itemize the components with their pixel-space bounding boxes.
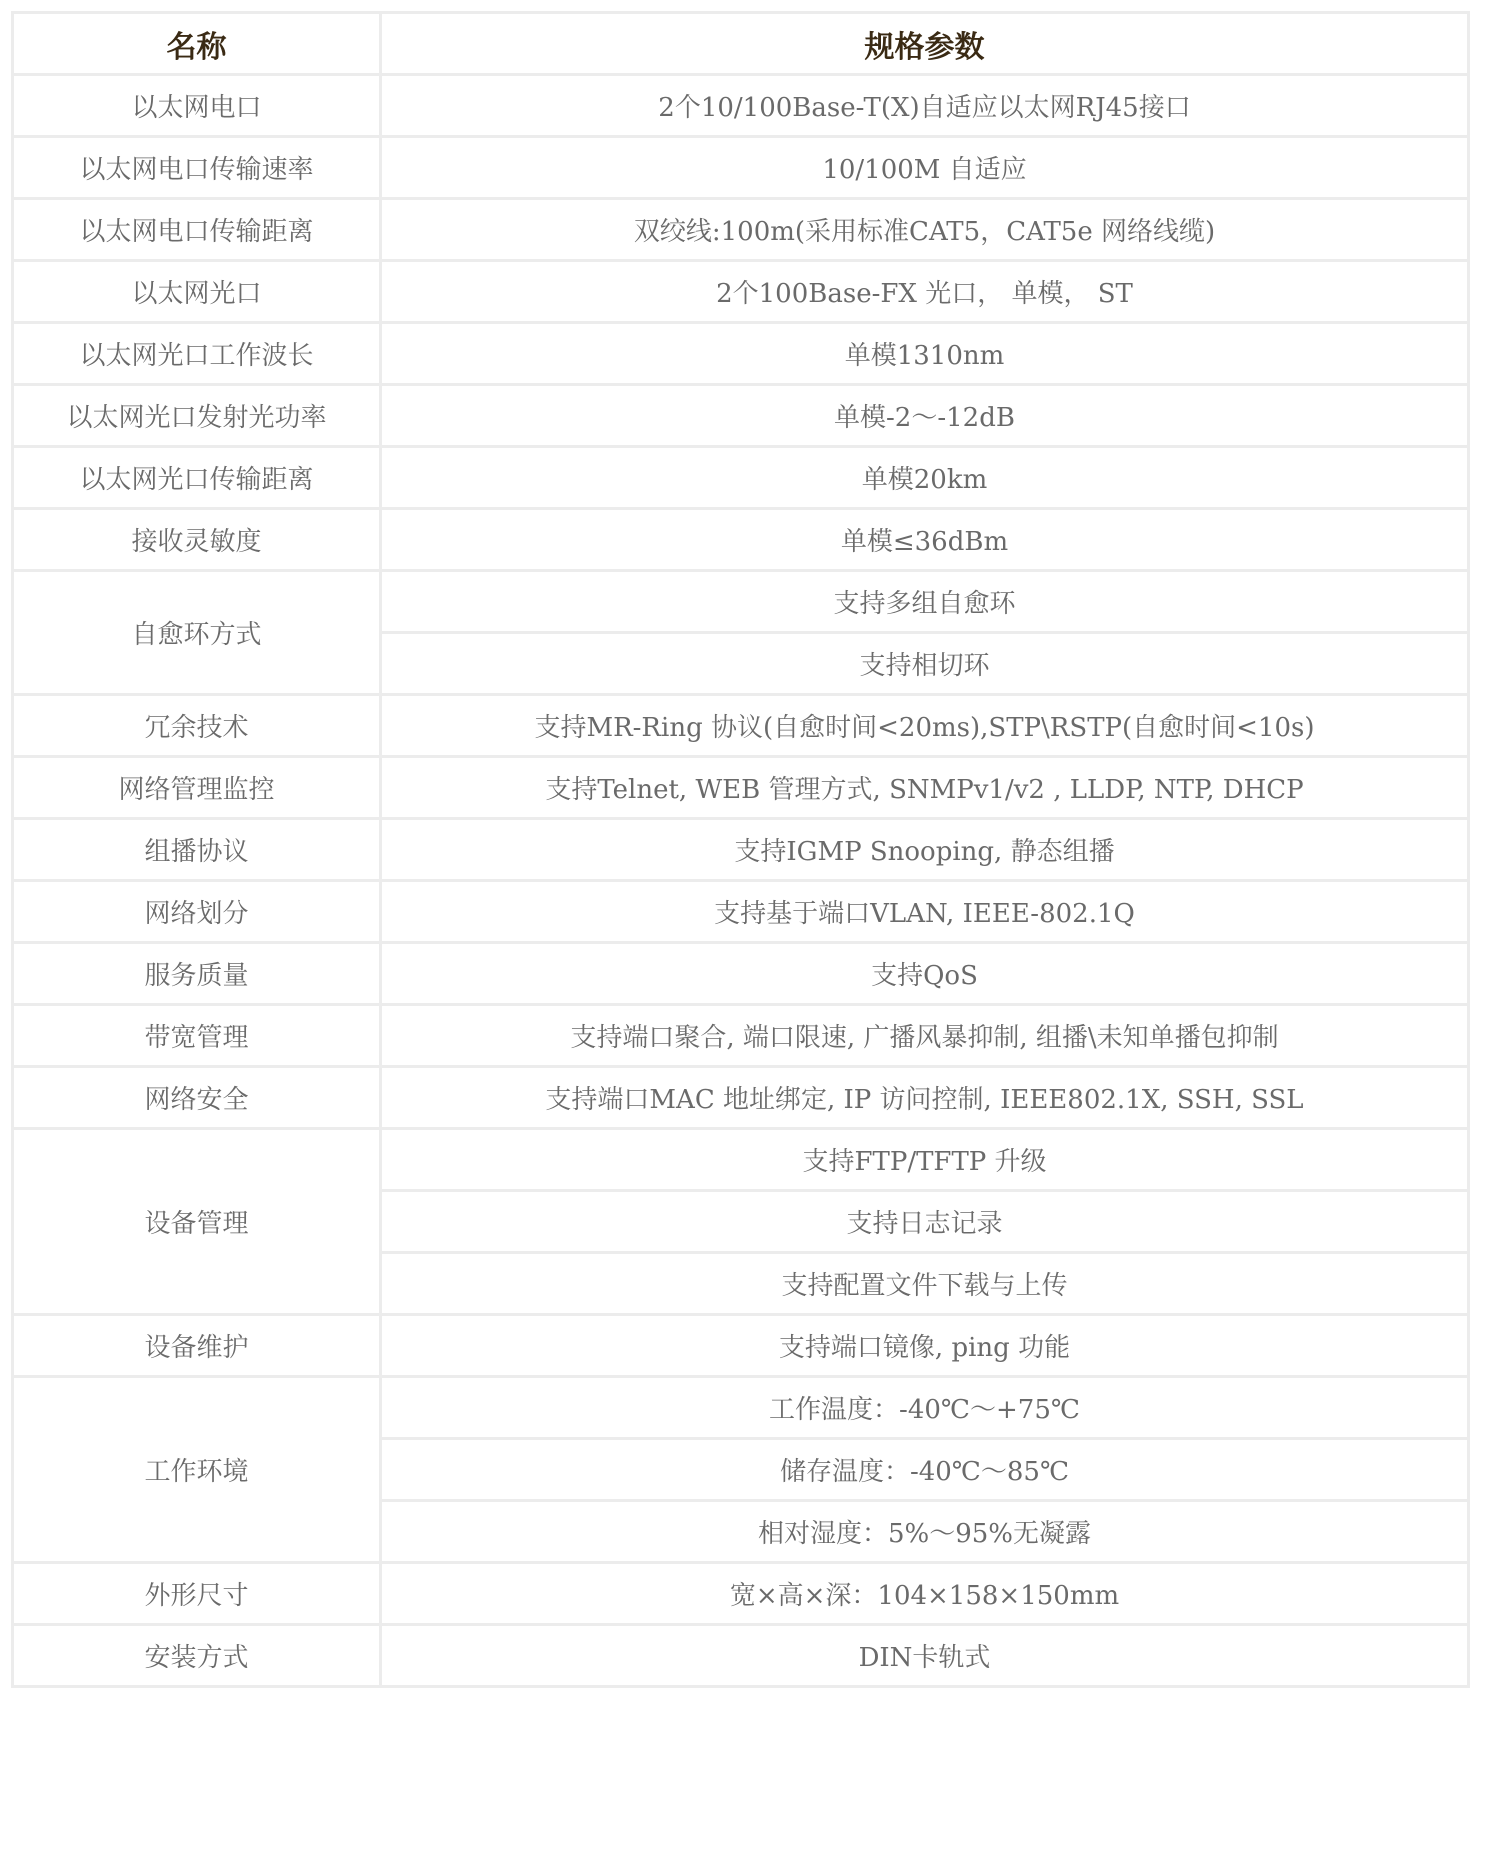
row-value-cell: 10/100M 自适应 [381, 137, 1469, 199]
row-value-cell: 支持日志记录 [381, 1191, 1469, 1253]
spec-table [11, 11, 1470, 1688]
row-value-cell: 支持QoS [381, 943, 1469, 1005]
row-value-cell: 单模1310nm [381, 323, 1469, 385]
table-row [13, 1377, 1469, 1439]
table-row [13, 261, 1469, 323]
row-name-cell: 带宽管理 [13, 1005, 381, 1067]
row-name-cell: 设备管理 [13, 1129, 381, 1315]
row-value-cell: 支持MR-Ring 协议(自愈时间<20ms),STP\RSTP(自愈时间<10s) [381, 695, 1469, 757]
row-value-cell: 2个10/100Base-T(X)自适应以太网RJ45接口 [381, 75, 1469, 137]
spec-body [13, 75, 1469, 1687]
row-value-cell: 单模-2～-12dB [381, 385, 1469, 447]
table-row [13, 1625, 1469, 1687]
row-name-cell: 网络安全 [13, 1067, 381, 1129]
row-value-cell: 支持相切环 [381, 633, 1469, 695]
table-row [13, 695, 1469, 757]
table-row [13, 943, 1469, 1005]
table-row [13, 385, 1469, 447]
table-row [13, 881, 1469, 943]
table-row [13, 137, 1469, 199]
table-row [13, 571, 1469, 633]
row-name-cell: 网络管理监控 [13, 757, 381, 819]
row-name-cell: 自愈环方式 [13, 571, 381, 695]
table-row [13, 757, 1469, 819]
row-name-cell: 以太网光口 [13, 261, 381, 323]
table-header-row [13, 13, 1469, 75]
row-value-cell: 相对湿度：5%～95%无凝露 [381, 1501, 1469, 1563]
row-value-cell: 支持端口聚合, 端口限速, 广播风暴抑制, 组播\未知单播包抑制 [381, 1005, 1469, 1067]
table-row [13, 1005, 1469, 1067]
row-name-cell: 网络划分 [13, 881, 381, 943]
row-name-cell: 以太网光口工作波长 [13, 323, 381, 385]
row-value-cell: 单模≤36dBm [381, 509, 1469, 571]
row-name-cell: 服务质量 [13, 943, 381, 1005]
header-name: 名称 [13, 13, 381, 75]
row-name-cell: 以太网电口 [13, 75, 381, 137]
table-row [13, 509, 1469, 571]
row-name-cell: 以太网电口传输速率 [13, 137, 381, 199]
table-row [13, 447, 1469, 509]
table-row [13, 1129, 1469, 1191]
row-name-cell: 组播协议 [13, 819, 381, 881]
row-value-cell: 工作温度：-40℃～+75℃ [381, 1377, 1469, 1439]
row-value-cell: 2个100Base-FX 光口， 单模， ST [381, 261, 1469, 323]
row-value-cell: 支持FTP/TFTP 升级 [381, 1129, 1469, 1191]
table-row [13, 323, 1469, 385]
row-value-cell: 支持多组自愈环 [381, 571, 1469, 633]
row-name-cell: 安装方式 [13, 1625, 381, 1687]
header-spec: 规格参数 [381, 13, 1469, 75]
row-value-cell: 支持基于端口VLAN, IEEE-802.1Q [381, 881, 1469, 943]
row-value-cell: 双绞线:100m(采用标准CAT5，CAT5e 网络线缆) [381, 199, 1469, 261]
row-value-cell: 宽×高×深：104×158×150mm [381, 1563, 1469, 1625]
row-name-cell: 以太网电口传输距离 [13, 199, 381, 261]
table-row [13, 1067, 1469, 1129]
row-name-cell: 设备维护 [13, 1315, 381, 1377]
table-row [13, 819, 1469, 881]
row-value-cell: 单模20km [381, 447, 1469, 509]
row-value-cell: 支持端口MAC 地址绑定, IP 访问控制, IEEE802.1X, SSH, SSL [381, 1067, 1469, 1129]
table-row [13, 1563, 1469, 1625]
row-value-cell: 储存温度：-40℃～85℃ [381, 1439, 1469, 1501]
row-name-cell: 以太网光口传输距离 [13, 447, 381, 509]
table-row [13, 199, 1469, 261]
row-name-cell: 冗余技术 [13, 695, 381, 757]
row-name-cell: 接收灵敏度 [13, 509, 381, 571]
row-value-cell: 支持Telnet, WEB 管理方式, SNMPv1/v2 , LLDP, NTP, DHCP [381, 757, 1469, 819]
row-name-cell: 外形尺寸 [13, 1563, 381, 1625]
row-value-cell: 支持配置文件下载与上传 [381, 1253, 1469, 1315]
row-value-cell: 支持IGMP Snooping, 静态组播 [381, 819, 1469, 881]
table-row [13, 1315, 1469, 1377]
table-row [13, 75, 1469, 137]
row-name-cell: 以太网光口发射光功率 [13, 385, 381, 447]
row-value-cell: DIN卡轨式 [381, 1625, 1469, 1687]
row-name-cell: 工作环境 [13, 1377, 381, 1563]
row-value-cell: 支持端口镜像, ping 功能 [381, 1315, 1469, 1377]
